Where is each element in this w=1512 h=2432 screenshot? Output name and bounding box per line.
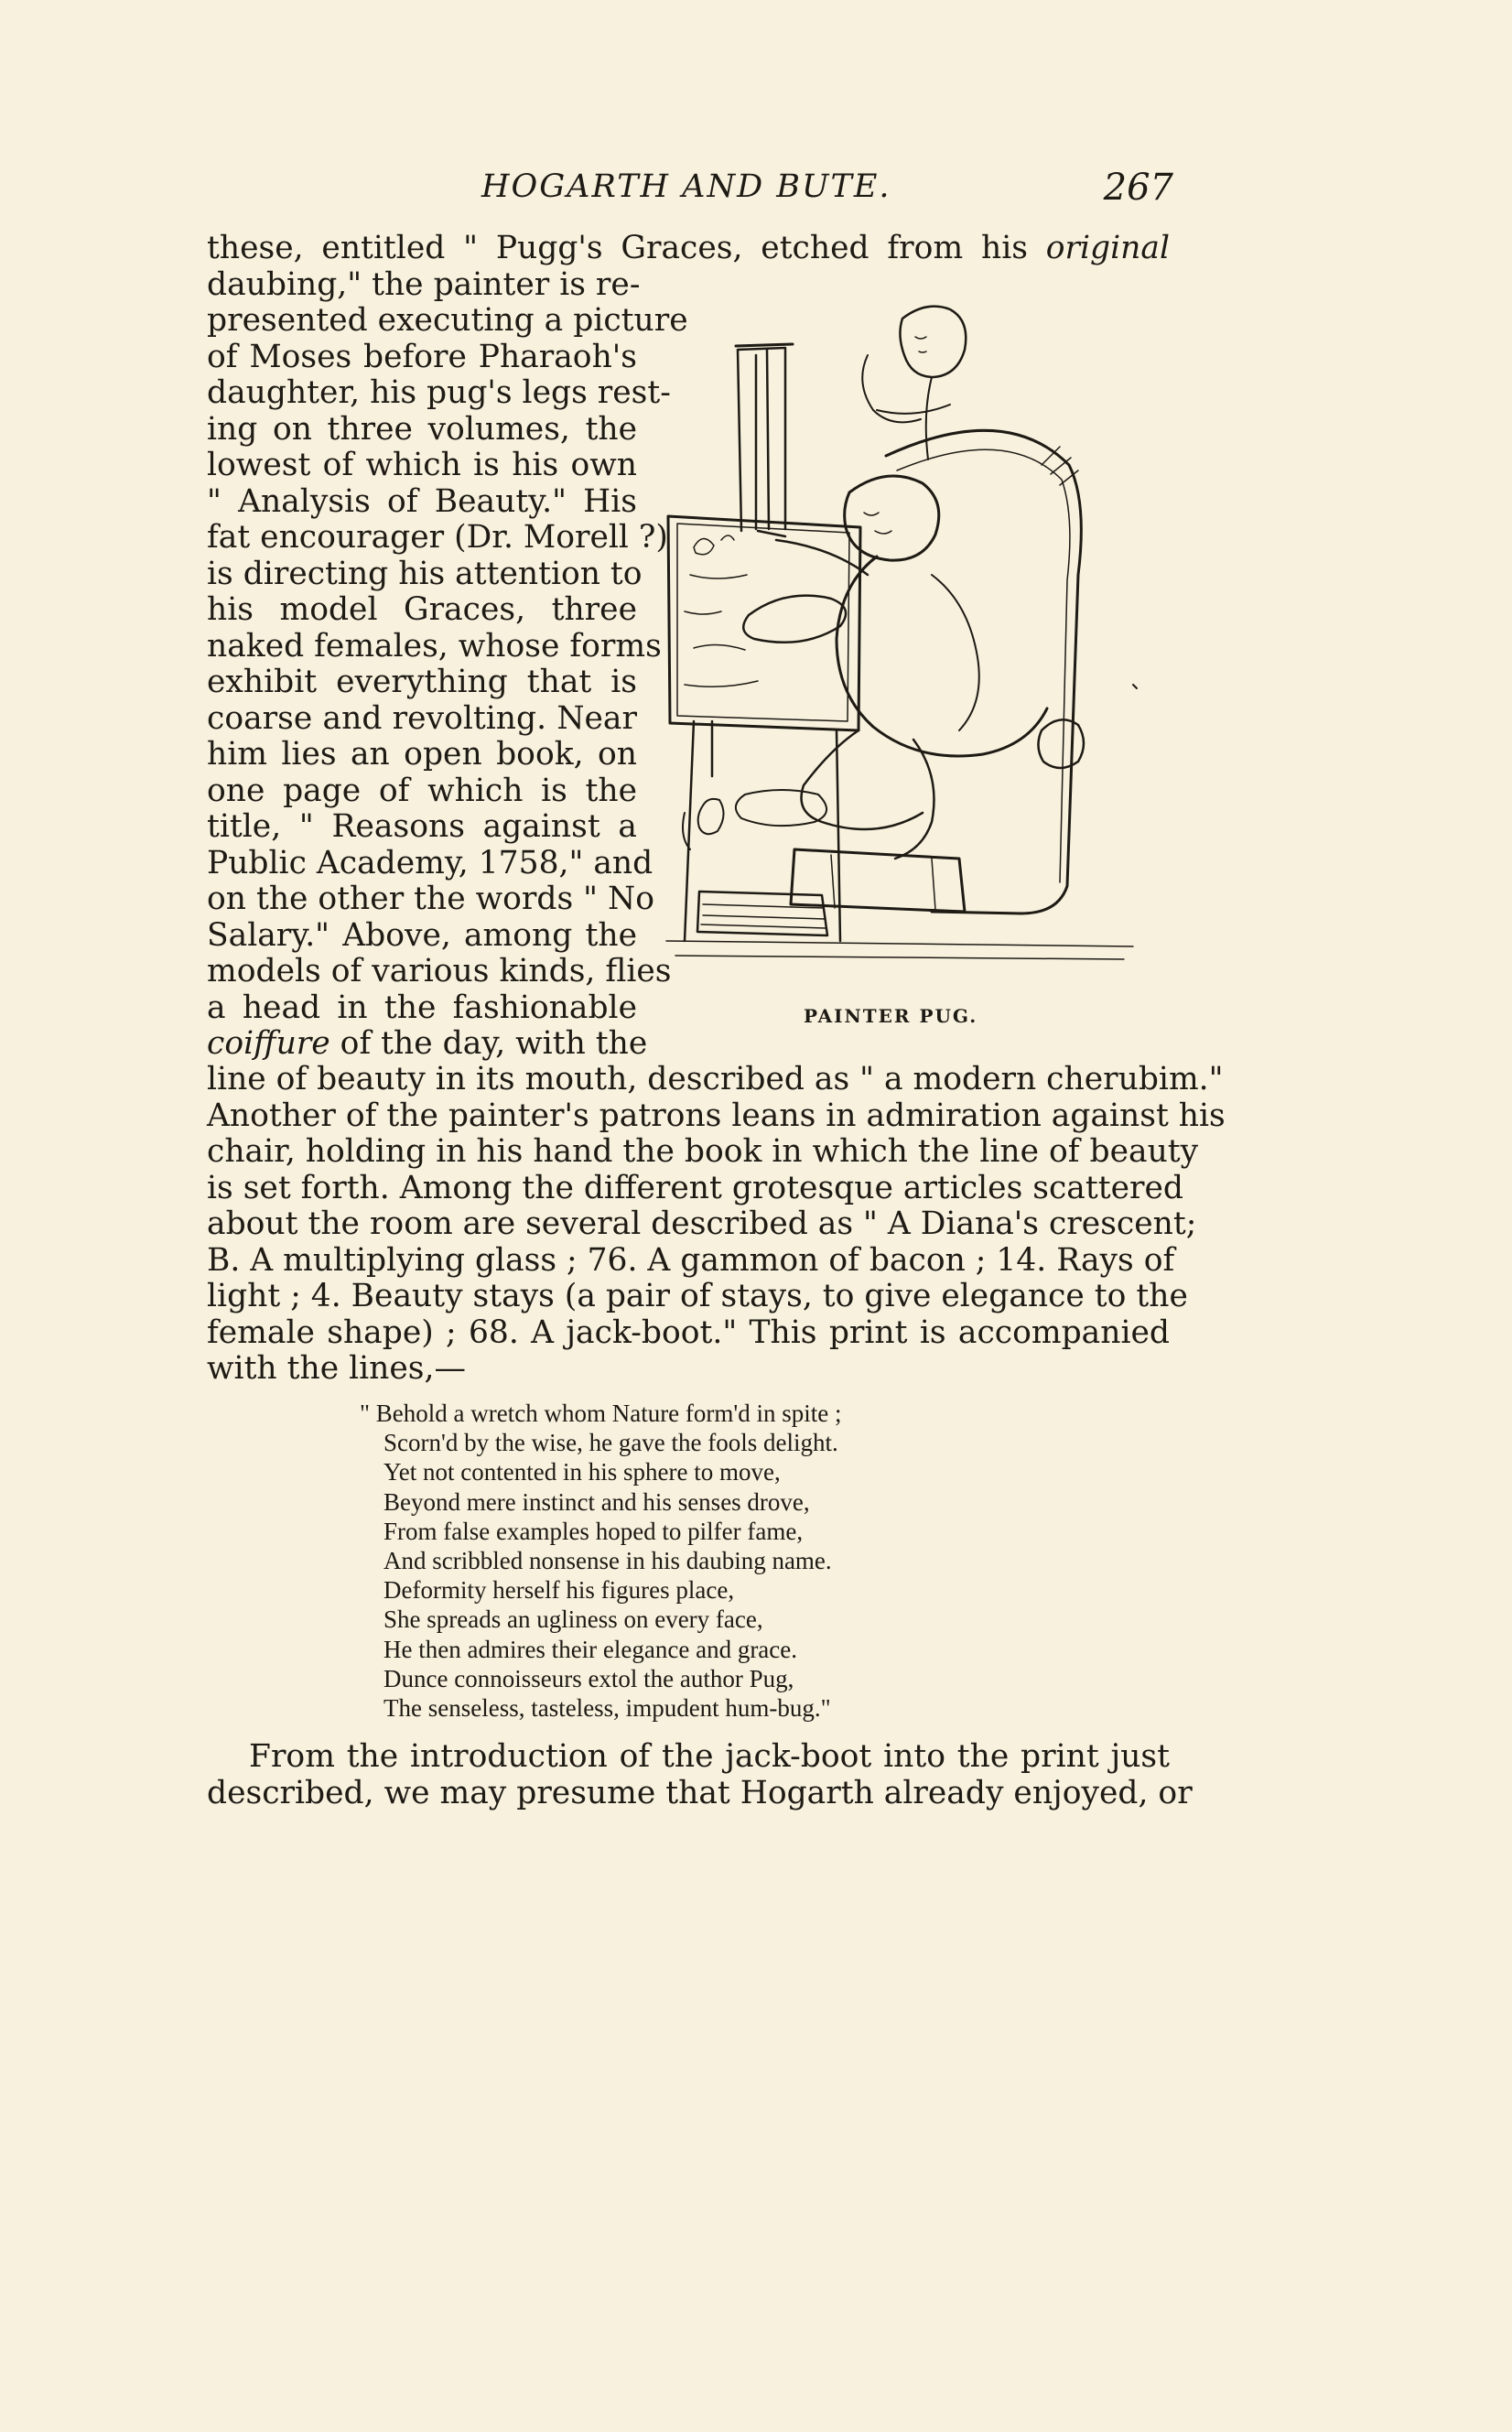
text-line: B. A multiplying glass ; 76. A gammon of bacon ; 14. Rays of	[207, 1241, 1175, 1279]
text-line: on the other the words " No	[207, 881, 654, 917]
poem-line: Deformity herself his figures place,	[383, 1576, 735, 1605]
text-line: about the room are several described as " A Diana's crescent;	[207, 1205, 1197, 1242]
text-line: Public Academy, 1758," and	[207, 844, 653, 881]
poem-line: Scorn'd by the wise, he gave the fools delight.	[383, 1429, 838, 1457]
figure-caption: PAINTER PUG.	[804, 1005, 978, 1027]
poem-quotation	[360, 1399, 1019, 1723]
text-line: coiffure of the day, with the	[207, 1025, 648, 1062]
paragraph-closing	[207, 1738, 1193, 1811]
paragraph-first-line	[207, 231, 1170, 267]
text-line: naked females, whose forms	[207, 627, 662, 665]
text-line: with the lines,—	[207, 1350, 466, 1387]
text-line: his model Graces, three	[207, 591, 637, 628]
poem-line: She spreads an ugliness on every face,	[383, 1605, 763, 1634]
paragraph-wide-continuation	[207, 1061, 1226, 1388]
running-head	[207, 165, 1177, 216]
text-line: of Moses before Pharaoh's	[207, 338, 637, 375]
text-line: line of beauty in its mouth, described as " a modern cherubim."	[207, 1061, 1224, 1097]
text-line: " Analysis of Beauty." His	[207, 482, 637, 520]
text-line: models of various kinds, flies	[207, 953, 672, 989]
text-line: Salary." Above, among the	[207, 916, 637, 954]
poem-line: Beyond mere instinct and his senses drove,	[383, 1487, 810, 1516]
text-line: him lies an open book, on	[207, 736, 637, 773]
text-line: fat encourager (Dr. Morell ?)	[207, 519, 668, 556]
poem-line: From false examples hoped to pilfer fame,	[383, 1517, 804, 1545]
painter-pug-illustration	[657, 300, 1170, 1027]
text-line: From the introduction of the jack-boot into the print just	[249, 1738, 1170, 1775]
text-line: described, we may presume that Hogarth already enjoyed, or	[207, 1774, 1193, 1811]
text-line: lowest of which is his own	[207, 447, 637, 483]
text-line: a head in the fashionable	[207, 989, 637, 1026]
text-line: coarse and revolting. Near	[207, 699, 637, 737]
text-line: daughter, his pug's legs rest-	[207, 374, 671, 411]
text-line: these, entitled " Pugg's Graces, etched from his original	[207, 230, 1170, 266]
coiffure-word: coiffure	[207, 1025, 330, 1062]
running-title: HOGARTH AND BUTE.	[481, 168, 891, 205]
poem-line: Dunce connoisseurs extol the author Pug,	[383, 1664, 794, 1692]
poem-line: Yet not contented in his sphere to move,	[383, 1458, 781, 1486]
text-line: ing on three volumes, the	[207, 410, 637, 448]
text-line: female shape) ; 68. A jack-boot." This print is accompanied	[207, 1313, 1170, 1351]
poem-line: He then admires their elegance and grace.	[383, 1635, 798, 1663]
text-line: is directing his attention to	[207, 555, 643, 592]
page-number: 267	[1103, 167, 1173, 209]
poem-line: The senseless, tasteless, impudent hum-bug."	[383, 1694, 831, 1723]
text-line: Another of the painter's patrons leans in admiration against his	[207, 1097, 1226, 1134]
text-line: title, " Reasons against a	[207, 808, 637, 845]
text-line: light ; 4. Beauty stays (a pair of stays, to give elegance to the	[207, 1278, 1188, 1314]
poem-line: " Behold a wretch whom Nature form'd in spite ;	[360, 1400, 842, 1427]
text-line: chair, holding in his hand the book in which the line of beauty	[207, 1133, 1199, 1170]
text-line: presented executing a picture	[207, 302, 688, 339]
text-line: exhibit everything that is	[207, 664, 637, 700]
paragraph-narrow-column	[207, 265, 688, 1063]
engraving-image	[657, 300, 1170, 996]
text-line: one page of which is the	[207, 772, 637, 809]
text-line: daubing," the painter is re-	[207, 265, 641, 303]
text-line: is set forth. Among the different grotesque articles scattered	[207, 1169, 1184, 1206]
poem-line: And scribbled nonsense in his daubing name.	[383, 1547, 832, 1575]
